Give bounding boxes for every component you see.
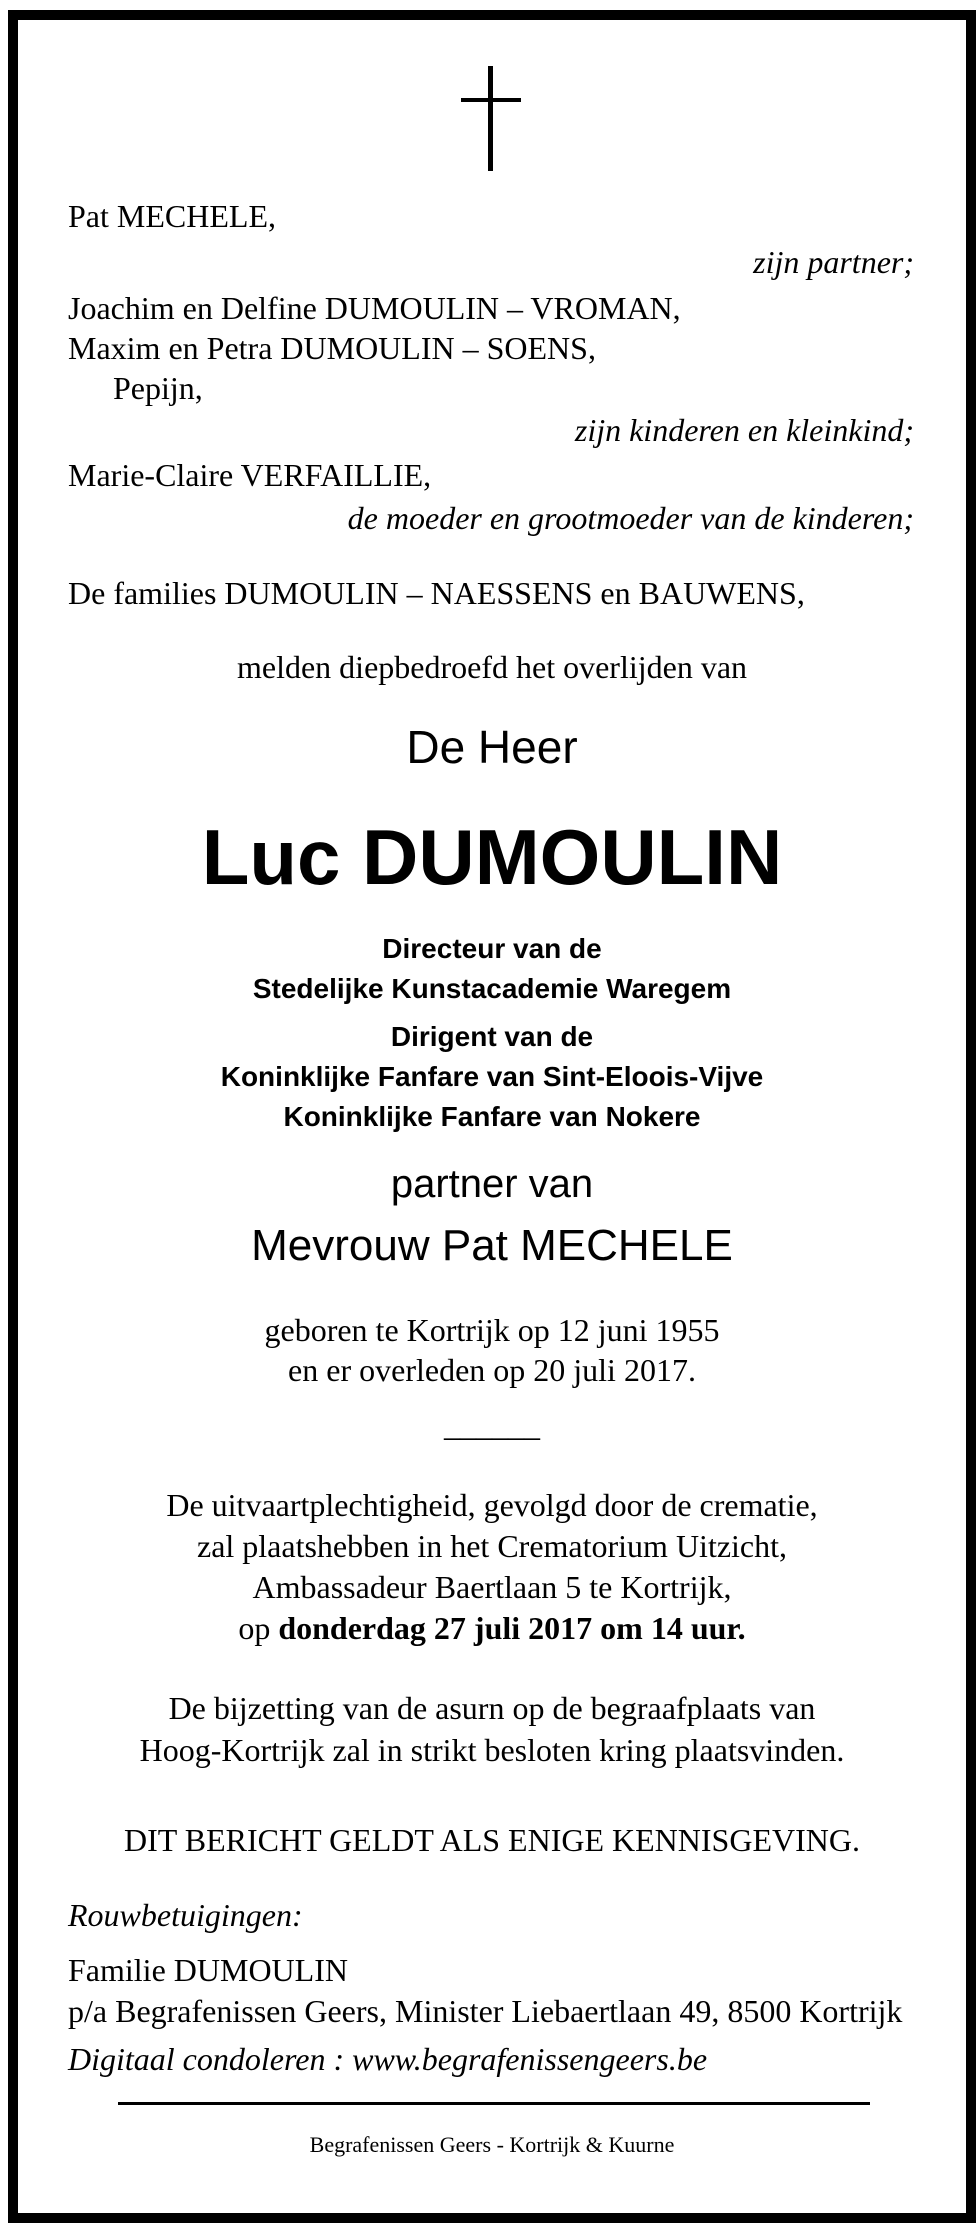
address-line: p/a Begrafenissen Geers, Minister Liebaertlaan 49, 8500 Kortrijk: [68, 1993, 903, 2029]
function-line-1: Directeur van de: [382, 933, 602, 964]
cross-icon: [488, 66, 493, 171]
urn-line-2: Hoog-Kortrijk zal in strikt besloten kring plaatsvinden.: [139, 1732, 845, 1768]
ceremony-date: donderdag 27 juli 2017 om 14 uur.: [278, 1610, 746, 1646]
deceased-title: De Heer: [406, 721, 578, 773]
online-condolence: Digitaal condoleren : www.begrafenissengeers.be: [68, 2041, 708, 2077]
function-line-5: Koninklijke Fanfare van Nokere: [283, 1101, 701, 1132]
child-line-2: Maxim en Petra DUMOULIN – SOENS,: [68, 330, 596, 366]
children-role: zijn kinderen en kleinkind;: [574, 412, 914, 448]
family-contact: Familie DUMOULIN: [68, 1952, 348, 1988]
partner-of-line: partner van: [390, 1162, 594, 1206]
obituary-notice: [8, 10, 976, 2223]
function-line-2: Stedelijke Kunstacademie Waregem: [252, 973, 732, 1004]
separator-line: ______: [444, 1407, 540, 1443]
condolences-label: Rouwbetuigingen:: [68, 1897, 303, 1933]
child-line-1: Joachim en Delfine DUMOULIN – VROMAN,: [68, 290, 681, 326]
notice-line: DIT BERICHT GELDT ALS ENIGE KENNISGEVING.: [124, 1822, 860, 1858]
footer-rule: [118, 2102, 870, 2105]
ceremony-date-prefix: op: [238, 1610, 279, 1646]
partner-role: zijn partner;: [753, 244, 914, 280]
partner-name: Mevrouw Pat MECHELE: [251, 1221, 733, 1270]
mother-line: Marie-Claire VERFAILLIE,: [68, 457, 432, 493]
function-line-3: Dirigent van de: [390, 1021, 594, 1052]
urn-line-1: De bijzetting van de asurn op de begraafplaats van: [168, 1690, 816, 1726]
born-line: geboren te Kortrijk op 12 juni 1955: [264, 1312, 720, 1348]
function-line-4: Koninklijke Fanfare van Sint-Eloois-Vijve: [220, 1061, 764, 1092]
families-line: De families DUMOULIN – NAESSENS en BAUWENS,: [68, 575, 805, 611]
partner-line: Pat MECHELE,: [68, 198, 276, 234]
died-line: en er overleden op 20 juli 2017.: [288, 1352, 696, 1388]
grandchild-line: Pepijn,: [113, 370, 203, 406]
mother-role: de moeder en grootmoeder van de kinderen;: [347, 500, 914, 536]
ceremony-line-3: Ambassadeur Baertlaan 5 te Kortrijk,: [252, 1569, 732, 1605]
cross-icon-bar: [461, 98, 521, 102]
ceremony-line-2: zal plaatshebben in het Crematorium Uitzicht,: [196, 1528, 788, 1564]
ceremony-date-line: [18, 1608, 966, 1648]
footer-text: Begrafenissen Geers - Kortrijk & Kuurne: [309, 2132, 675, 2157]
announce-line: melden diepbedroefd het overlijden van: [236, 649, 748, 685]
ceremony-line-1: De uitvaartplechtigheid, gevolgd door de crematie,: [166, 1487, 818, 1523]
deceased-name: Luc DUMOULIN: [201, 813, 783, 901]
